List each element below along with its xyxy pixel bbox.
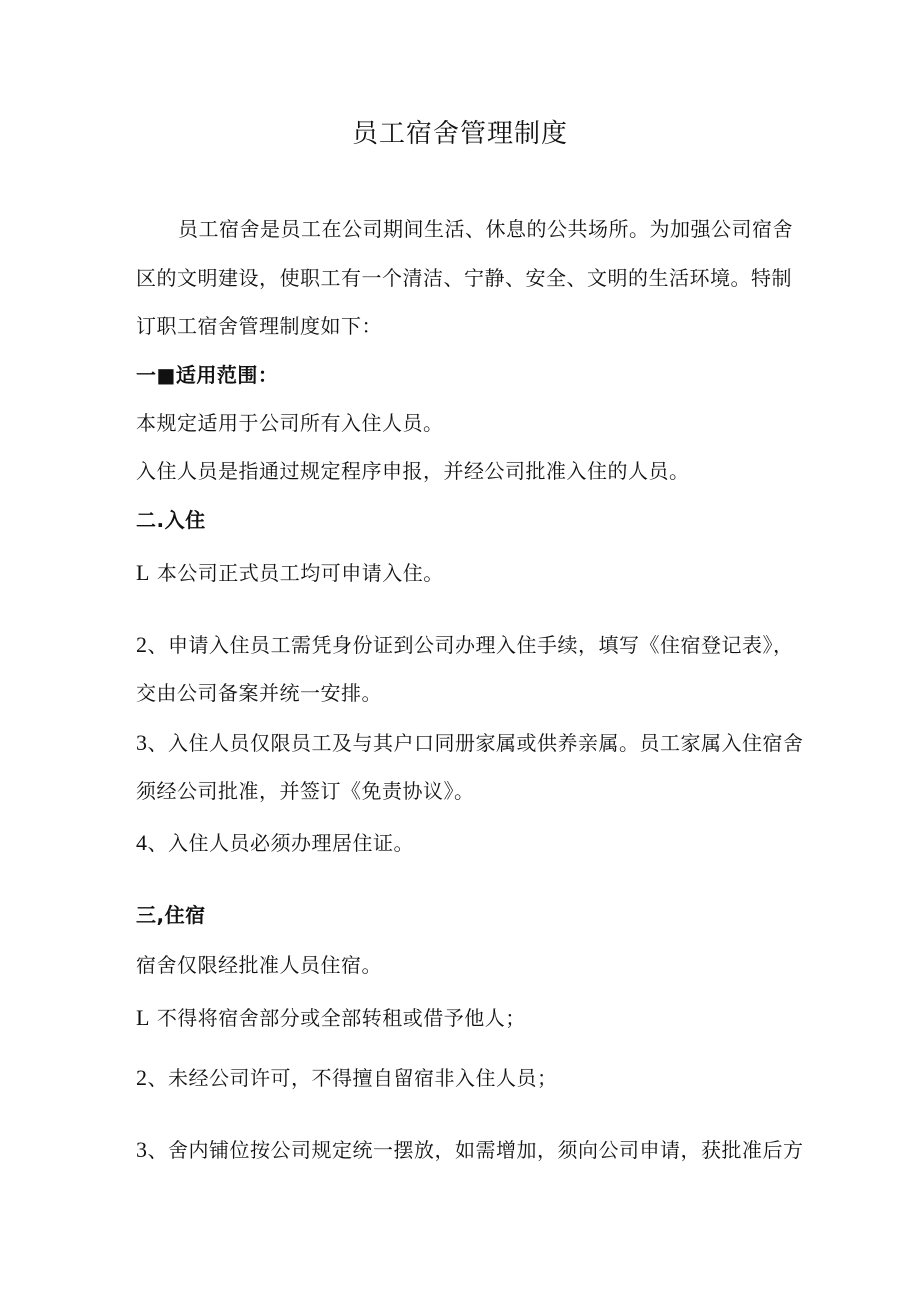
intro-line-3: 订职工宿舍管理制度如下： [136, 314, 382, 338]
section-1-heading: 一■适用范围： [136, 363, 279, 387]
item-number: 3 [136, 1137, 148, 1162]
intro-line-2: 区的文明建设，使职工有一个清洁、宁静、安全、文明的生活环境。特制 [136, 266, 792, 290]
page-title: 员工宿舍管理制度 [351, 119, 568, 149]
item-text: 、未经公司许可，不得擅自留宿非入住人员； [147, 1066, 558, 1090]
section-2-heading: 二.入住 [136, 508, 206, 532]
section-2-item-3 [136, 728, 804, 758]
section-3-item-1 [136, 1003, 796, 1033]
item-number: 4 [136, 830, 148, 855]
section-2-item-3-cont: 须经公司批准，并签订《免责协议》。 [136, 779, 475, 803]
section-1-line-1: 本规定适用于公司所有入住人员。 [136, 411, 444, 435]
item-text: 、舍内铺位按公司规定统一摆放，如需增加，须向公司申请，获批准后方 [147, 1138, 804, 1162]
item-number: L [136, 1005, 150, 1030]
section-2-item-2-cont: 交由公司备案并统一安排。 [136, 681, 382, 705]
item-number: L [136, 560, 150, 585]
section-3-item-2 [136, 1063, 796, 1093]
item-text: 、入住人员必须办理居住证。 [147, 831, 414, 855]
item-text: 不得将宿舍部分或全部转租或借予他人； [156, 1006, 526, 1030]
section-2-item-2 [136, 630, 796, 660]
section-1-line-2: 入住人员是指通过规定程序申报，并经公司批准入住的人员。 [136, 459, 690, 483]
item-number: 3 [136, 730, 148, 755]
item-number: 2 [136, 1065, 148, 1090]
section-2-item-1 [136, 558, 796, 588]
item-number: 2 [136, 632, 148, 657]
intro-line-1: 员工宿舍是员工在公司期间生活、休息的公共场所。为加强公司宿舍 [178, 217, 793, 241]
section-2-item-4 [136, 828, 796, 858]
section-3-item-3 [136, 1135, 804, 1165]
item-text: 本公司正式员工均可申请入住。 [156, 561, 444, 585]
section-3-intro: 宿舍仅限经批准人员住宿。 [136, 953, 382, 977]
item-text: 、入住人员仅限员工及与其户口同册家属或供养亲属。员工家属入住宿舍 [147, 731, 804, 755]
section-3-heading: 三,住宿 [136, 903, 206, 927]
item-text: 、申请入住员工需凭身份证到公司办理入住手续，填写《住宿登记表》， [147, 633, 794, 657]
